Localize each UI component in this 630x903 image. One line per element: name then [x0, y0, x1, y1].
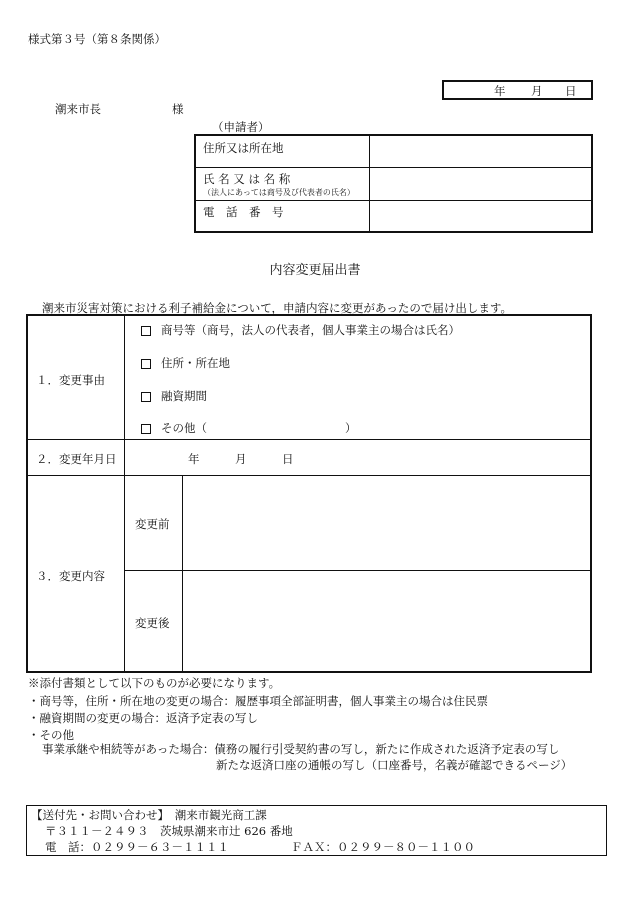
note-item: 事業承継や相続等があった場合：債務の履行引受契約書の写し，新たに作成された返済予定表の写し — [42, 742, 560, 756]
before-field[interactable] — [183, 476, 590, 570]
date-month-label: 月 — [531, 84, 543, 98]
form-number: 様式第３号（第８条関係） — [28, 32, 166, 46]
date-change-label: ２．変更年月日 — [36, 452, 117, 466]
phone-field[interactable] — [370, 201, 591, 231]
main-table — [26, 314, 592, 673]
address-label: 住所又は所在地 — [203, 141, 284, 155]
contact-phone: 電 話：０２９９－６３－１１１１ — [45, 840, 229, 854]
contact-box — [26, 805, 607, 856]
date-year-label: 年 — [494, 84, 506, 98]
checkbox-icon[interactable] — [141, 326, 151, 336]
date-day-label: 日 — [565, 84, 577, 98]
notes-heading: ※添付書類として以下のものが必要になります。 — [28, 676, 281, 690]
name-field[interactable] — [370, 168, 591, 200]
applicant-heading: （申請者） — [212, 120, 270, 134]
reason-option[interactable]: 住所・所在地 — [141, 355, 230, 371]
address-field[interactable] — [370, 136, 591, 167]
checkbox-icon[interactable] — [141, 359, 151, 369]
checkbox-icon[interactable] — [141, 424, 151, 434]
content-label: ３．変更内容 — [36, 569, 105, 583]
change-day-label: 日 — [282, 452, 294, 466]
reason-option[interactable]: その他（ ） — [141, 420, 357, 436]
note-item: ・その他 — [28, 728, 74, 742]
name-note: （法人にあっては商号及び代表者の氏名） — [203, 188, 355, 197]
reason-label: １．変更事由 — [36, 373, 105, 387]
before-label: 変更前 — [135, 517, 170, 531]
page-title: 内容変更届出書 — [269, 263, 361, 278]
contact-address: 〒３１１－２４９３ 茨城県潮来市辻 626 番地 — [45, 824, 293, 838]
after-label: 変更後 — [135, 616, 170, 630]
applicant-table — [194, 134, 593, 233]
reason-option[interactable]: 融資期間 — [141, 388, 207, 404]
after-field[interactable] — [183, 571, 590, 671]
intro-text: 潮来市災害対策における利子補給金について，申請内容に変更があったので届け出します。 — [42, 301, 512, 315]
change-year-label: 年 — [188, 452, 200, 466]
reason-option[interactable]: 商号等（商号，法人の代表者，個人事業主の場合は氏名） — [141, 322, 460, 338]
checkbox-icon[interactable] — [141, 392, 151, 402]
note-item: ・融資期間の変更の場合：返済予定表の写し — [28, 711, 258, 725]
addressee-honorific: 様 — [172, 102, 184, 116]
addressee-name: 潮来市長 — [55, 102, 101, 116]
note-item: 新たな返済口座の通帳の写し（口座番号，名義が確認できるページ） — [216, 758, 573, 772]
contact-fax: ＦＡＸ：０２９９－８０－１１００ — [291, 840, 475, 854]
date-box — [442, 80, 593, 100]
change-month-label: 月 — [235, 452, 247, 466]
name-label: 氏 名 又 は 名 称 — [203, 172, 291, 186]
phone-label: 電 話 番 号 — [203, 205, 284, 219]
contact-header: 【送付先・お問い合わせ】 潮来市観光商工課 — [31, 808, 267, 822]
note-item: ・商号等，住所・所在地の変更の場合：履歴事項全部証明書，個人事業主の場合は住民票 — [28, 694, 488, 708]
